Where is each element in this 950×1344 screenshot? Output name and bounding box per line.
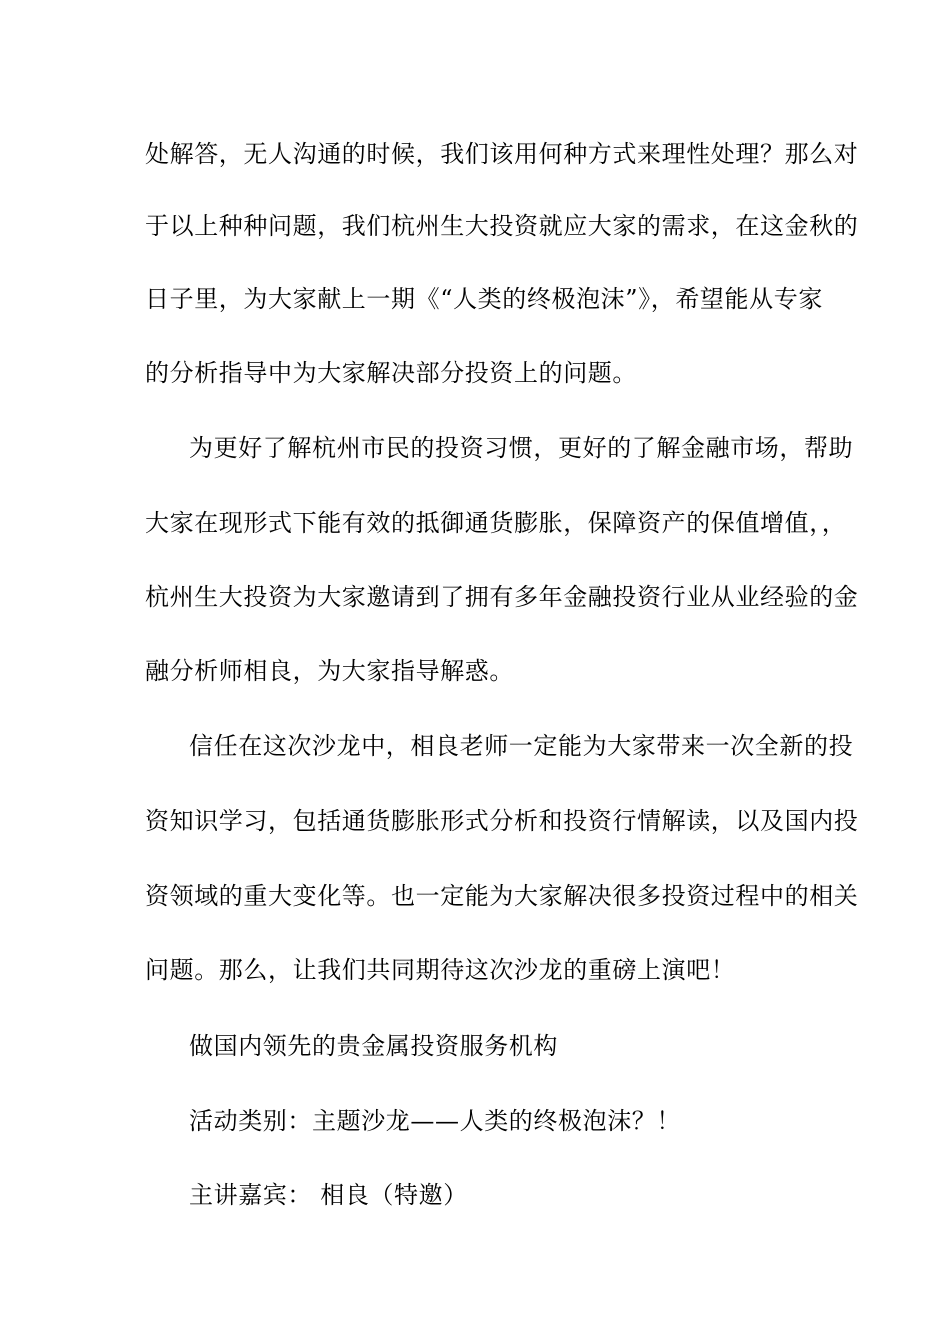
body-line-7: 杭州生大投资为大家邀请到了拥有多年金融投资行业从业经验的金	[145, 583, 859, 611]
body-line-8: 融分析师相良，为大家指导解惑。	[145, 657, 514, 685]
body-line-1: 处解答，无人沟通的时候，我们该用何种方式来理性处理？那么对	[145, 140, 859, 168]
organization-slogan: 做国内领先的贵金属投资服务机构	[189, 1032, 558, 1060]
body-line-11: 资领域的重大变化等。也一定能为大家解决很多投资过程中的相关	[145, 882, 859, 910]
body-line-5: 为更好了解杭州市民的投资习惯，更好的了解金融市场，帮助	[189, 434, 854, 462]
body-line-4: 的分析指导中为大家解决部分投资上的问题。	[145, 359, 637, 387]
activity-category: 活动类别：主题沙龙——人类的终极泡沫？！	[189, 1107, 681, 1135]
keynote-speaker: 主讲嘉宾： 相良（特邀）	[189, 1181, 468, 1209]
body-line-6: 大家在现形式下能有效的抵御通货膨胀，保障资产的保值增值，，	[145, 509, 847, 537]
body-line-2: 于以上种种问题，我们杭州生大投资就应大家的需求，在这金秋的	[145, 212, 859, 240]
body-line-10: 资知识学习，包括通货膨胀形式分析和投资行情解读，以及国内投	[145, 807, 859, 835]
body-line-9: 信任在这次沙龙中，相良老师一定能为大家带来一次全新的投	[189, 732, 854, 760]
body-line-12: 问题。那么，让我们共同期待这次沙龙的重磅上演吧！	[145, 956, 736, 984]
body-line-3: 日子里，为大家献上一期《“人类的终极泡沫”》，希望能从专家	[145, 285, 823, 313]
